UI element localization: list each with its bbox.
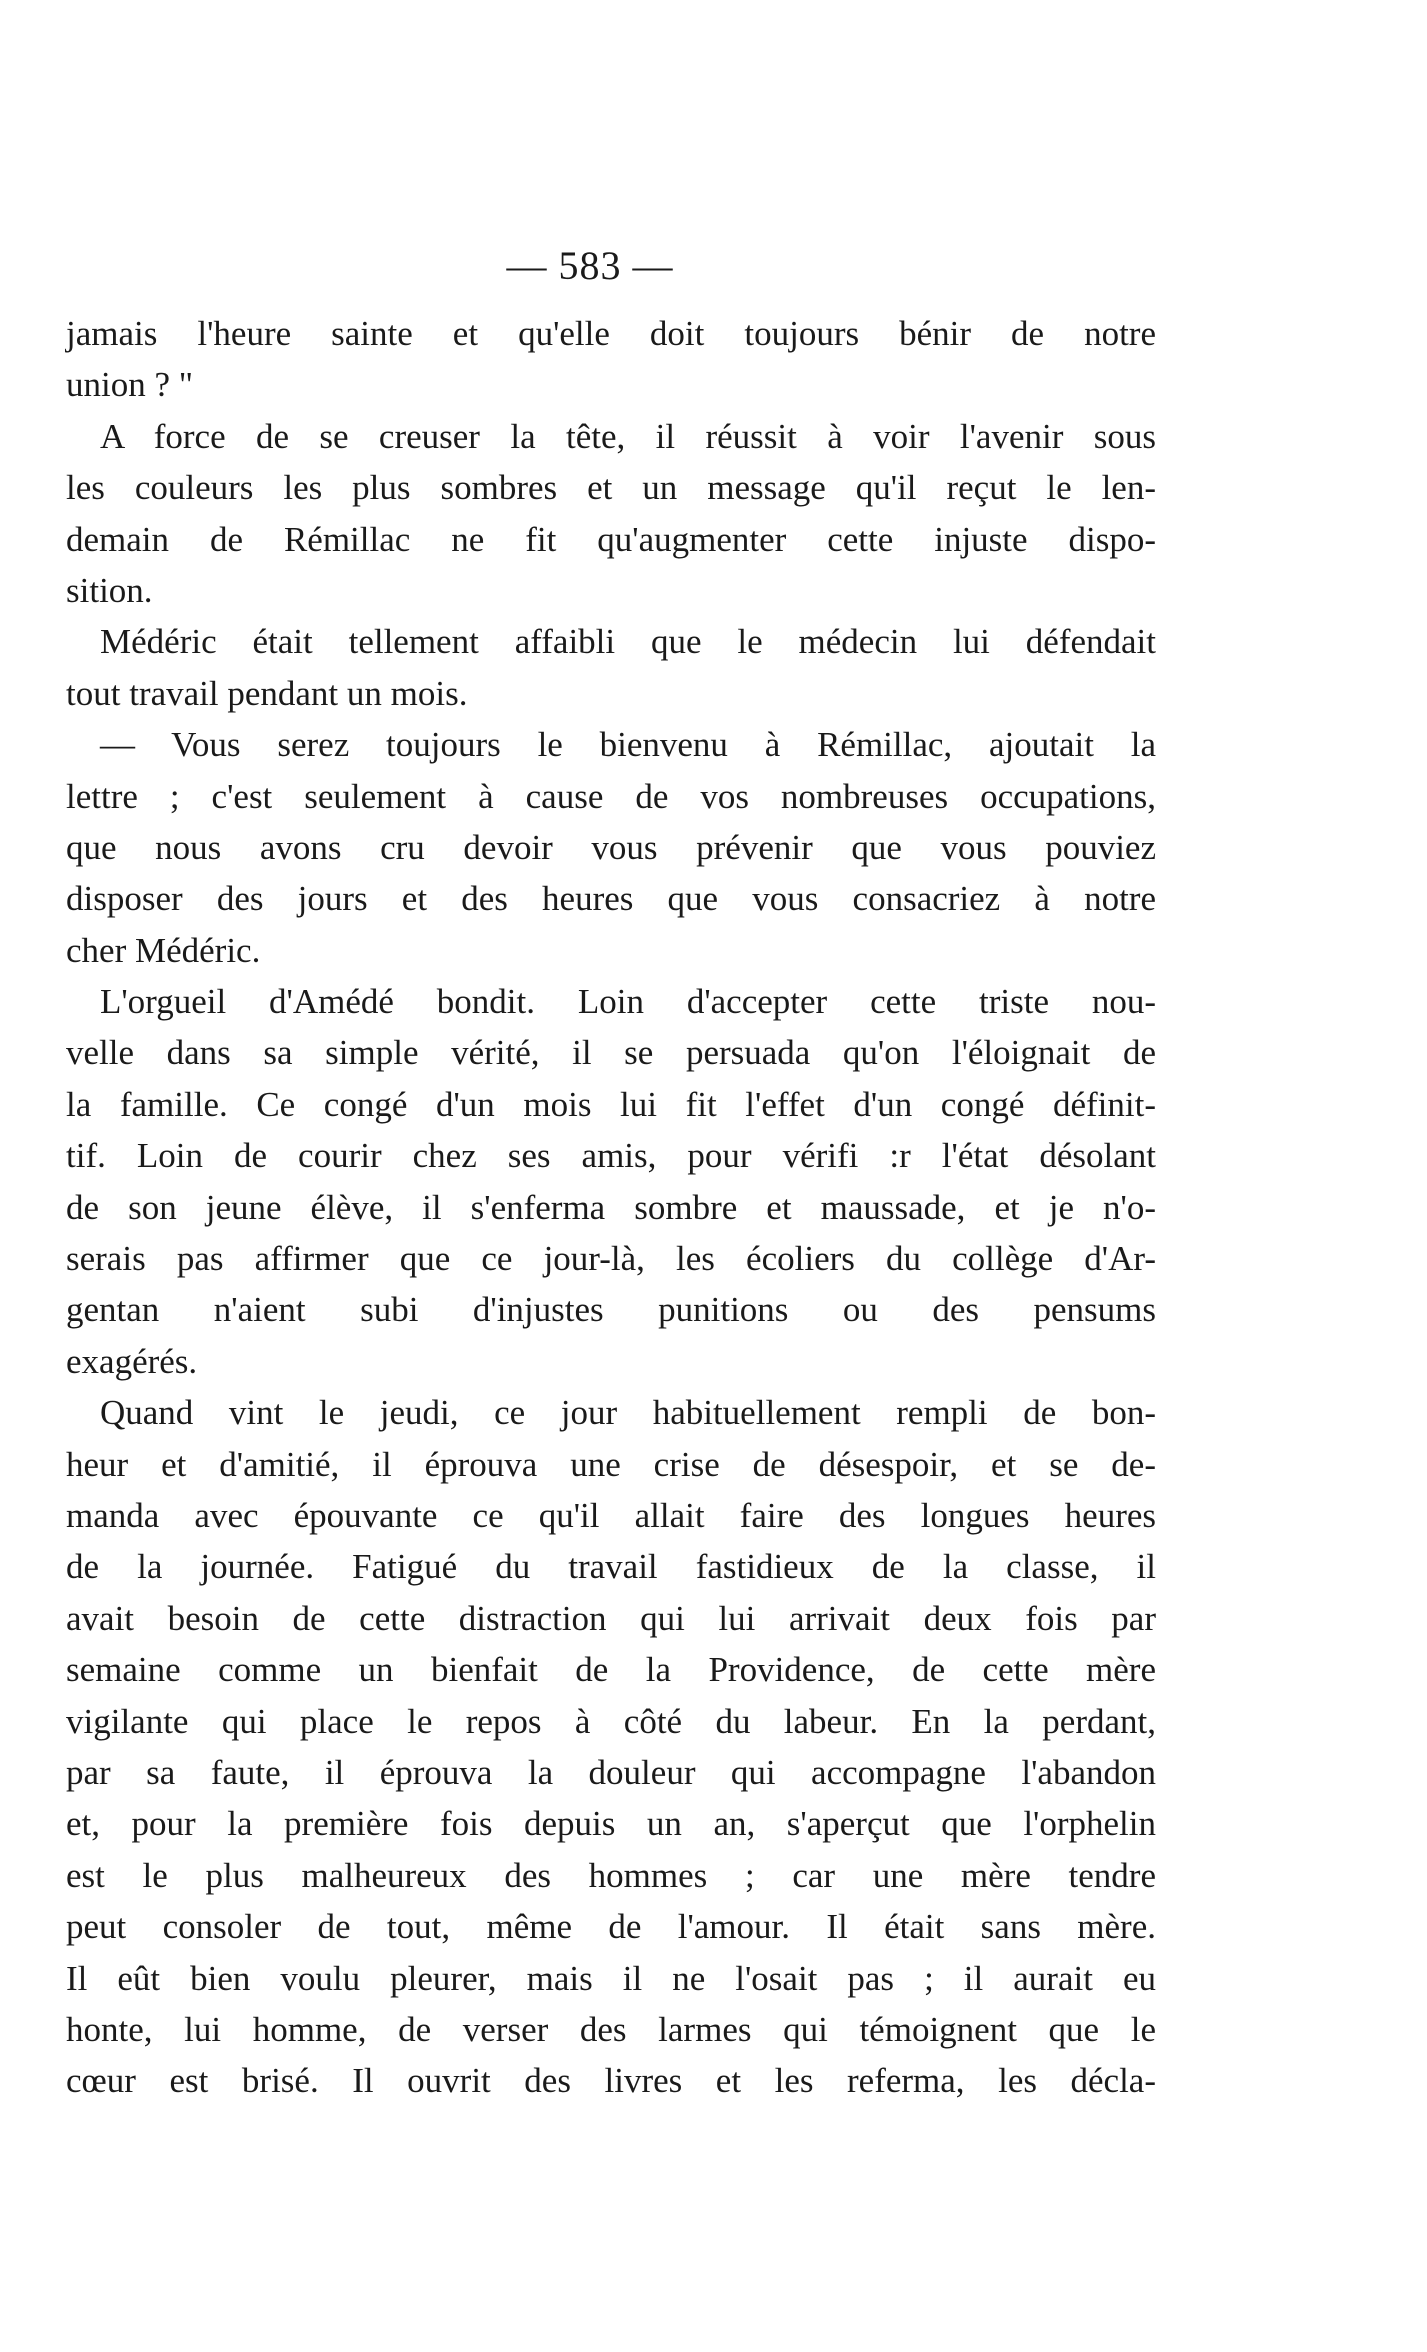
text-line: Médéric était tellement affaibli que le médecin lui défendait xyxy=(100,622,1156,662)
text-line: A force de se creuser la tête, il réussit à voir l'avenir sous xyxy=(100,416,1156,456)
text-line: et, pour la première fois depuis un an, s'aperçut que l'orphelin xyxy=(66,1804,1156,1844)
text-line: par sa faute, il éprouva la douleur qui accompagne l'abandon xyxy=(66,1752,1156,1792)
text-line: heur et d'amitié, il éprouva une crise de désespoir, et se de- xyxy=(66,1444,1156,1484)
text-line: union ? " xyxy=(66,365,194,405)
text-line: tif. Loin de courir chez ses amis, pour vérifi :r l'état désolant xyxy=(66,1136,1156,1176)
text-line: — Vous serez toujours le bienvenu à Rémillac, ajoutait la xyxy=(100,725,1156,765)
text-line: peut consoler de tout, même de l'amour. Il était sans mère. xyxy=(66,1907,1156,1947)
body-text xyxy=(66,308,1156,2107)
text-line: honte, lui homme, de verser des larmes qui témoignent que le xyxy=(66,2009,1156,2049)
text-line: Il eût bien voulu pleurer, mais il ne l'osait pas ; il aurait eu xyxy=(66,1958,1156,1998)
text-line: de son jeune élève, il s'enferma sombre et maussade, et je n'o- xyxy=(66,1187,1156,1227)
text-line: tout travail pendant un mois. xyxy=(66,673,468,713)
text-line: cher Médéric. xyxy=(66,930,261,970)
text-line: manda avec épouvante ce qu'il allait faire des longues heures xyxy=(66,1495,1156,1535)
text-line: cœur est brisé. Il ouvrit des livres et les referma, les décla- xyxy=(66,2061,1156,2101)
text-line: demain de Rémillac ne fit qu'augmenter cette injuste dispo- xyxy=(66,519,1156,559)
text-line: de la journée. Fatigué du travail fastidieux de la classe, il xyxy=(66,1547,1156,1587)
text-line: vigilante qui place le repos à côté du labeur. En la perdant, xyxy=(66,1701,1156,1741)
text-line: est le plus malheureux des hommes ; car une mère tendre xyxy=(66,1855,1156,1895)
text-line: lettre ; c'est seulement à cause de vos nombreuses occupations, xyxy=(66,776,1156,816)
text-line: semaine comme un bienfait de la Providence, de cette mère xyxy=(66,1650,1156,1690)
text-line: avait besoin de cette distraction qui lui arrivait deux fois par xyxy=(66,1598,1156,1638)
text-line: serais pas affirmer que ce jour-là, les écoliers du collège d'Ar- xyxy=(66,1239,1156,1279)
text-line: L'orgueil d'Amédé bondit. Loin d'accepter cette triste nou- xyxy=(100,982,1156,1022)
text-line: jamais l'heure sainte et qu'elle doit toujours bénir de notre xyxy=(66,314,1156,353)
text-line: sition. xyxy=(66,570,153,610)
text-line: Quand vint le jeudi, ce jour habituellement rempli de bon- xyxy=(100,1393,1156,1433)
text-line: les couleurs les plus sombres et un message qu'il reçut le len- xyxy=(66,468,1156,508)
text-line: que nous avons cru devoir vous prévenir que vous pouviez xyxy=(66,827,1156,867)
text-line: la famille. Ce congé d'un mois lui fit l'effet d'un congé définit- xyxy=(66,1084,1156,1124)
text-line: velle dans sa simple vérité, il se persuada qu'on l'éloignait de xyxy=(66,1033,1156,1073)
page-number: — 583 — xyxy=(506,243,674,288)
text-line: gentan n'aient subi d'injustes punitions ou des pensums xyxy=(66,1290,1156,1330)
text-line: exagérés. xyxy=(66,1341,198,1381)
text-line: disposer des jours et des heures que vous consacriez à notre xyxy=(66,879,1156,919)
